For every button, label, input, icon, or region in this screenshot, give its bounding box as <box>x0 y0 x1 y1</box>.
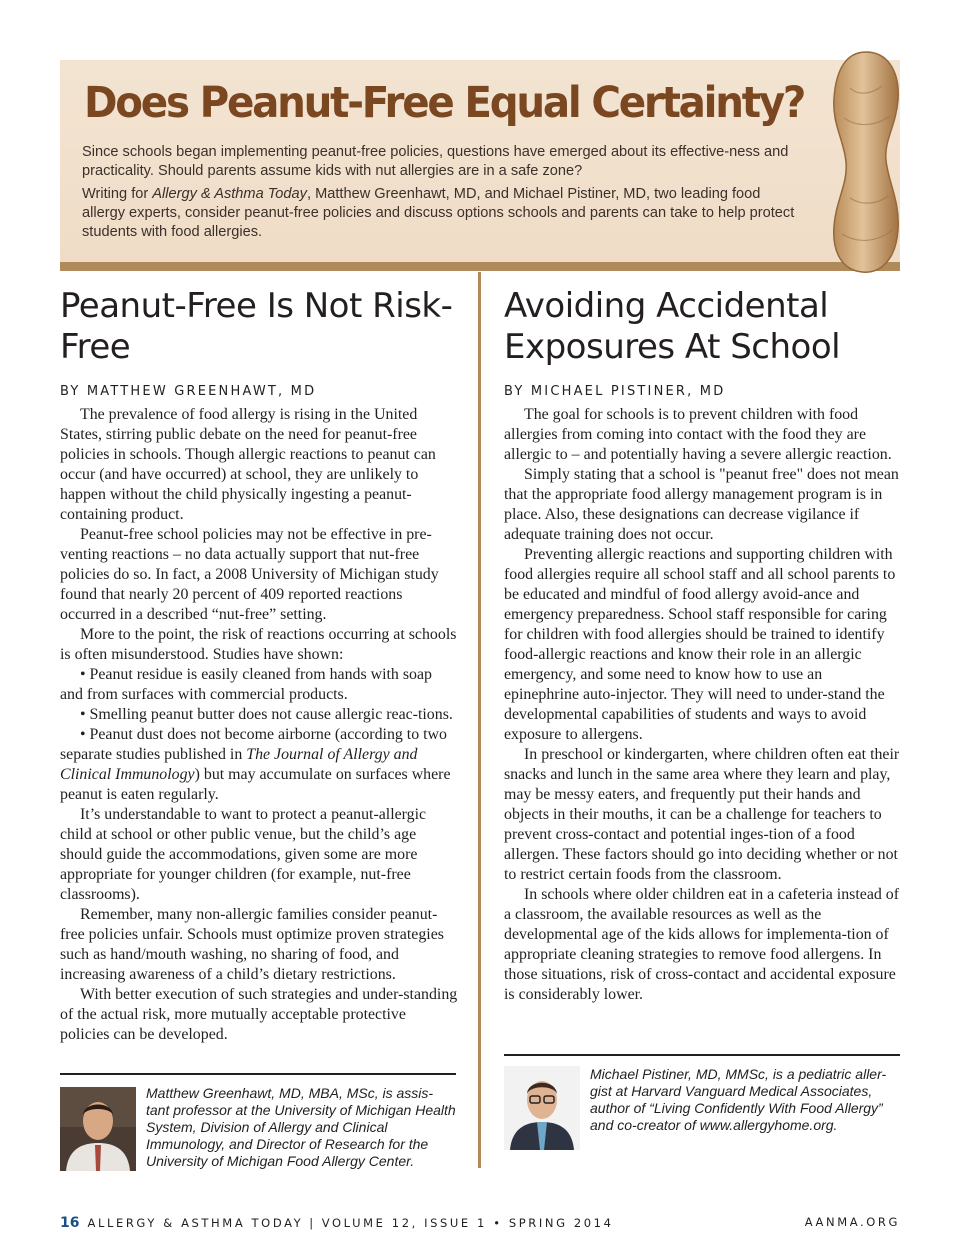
magazine-name: ALLERGY & ASTHMA TODAY <box>87 1216 304 1230</box>
right-bio-text: Michael Pistiner, MD, MMSc, is a pediatric aller-gist at Harvard Vanguard Medical Associates, author of “Living Confidently With Food Allergy” and co-creator of www.allergyhome.org. <box>590 1066 887 1133</box>
paragraph: More to the point, the risk of reactions occurring at schools is often misunderstood. Studies have shown: <box>60 626 457 663</box>
right-article-title: Avoiding Accidental Exposures At School <box>504 286 841 367</box>
footer-separator: | <box>309 1216 316 1230</box>
issue-info: VOLUME 12, ISSUE 1 • SPRING 2014 <box>321 1216 614 1230</box>
left-author-bio <box>60 1073 456 1170</box>
intro-paragraph: Since schools began implementing peanut-free policies, questions have emerged about its effective-ness and practicality. Should parents assume kids with nut allergies are in a safe zone? <box>82 144 789 179</box>
paragraph: Remember, many non-allergic families consider peanut-free policies unfair. Schools must optimize proven strategies such as hand/mouth washing, no sharing of food, and increasing awareness of a child’s dietary restrictions. <box>60 906 444 983</box>
left-article-title: Peanut-Free Is Not Risk-Free <box>60 286 453 367</box>
bullet-item: • Peanut dust does not become airborne (according to two separate studies published in The Journal of Allergy and Clinical Immunology) but may accumulate on surfaces where peanut is eaten regularly. <box>60 726 451 803</box>
paragraph: The goal for schools is to prevent children with food allergies from coming into contact with the food they are allergic to – and potentially having a severe allergic reaction. <box>504 406 892 463</box>
right-author-bio <box>504 1054 900 1134</box>
peanut-illustration <box>828 48 902 276</box>
author-photo-pistiner <box>504 1066 580 1150</box>
paragraph: Simply stating that a school is "peanut free" does not mean that the appropriate food allergy management program is in place. Also, these designations can decrease vigilance if adequate training does not occur. <box>504 466 899 543</box>
page-number: 16 <box>60 1215 80 1231</box>
paragraph: Peanut-free school policies may not be effective in pre-venting reactions – no data actually support that nut-free policies do so. In fact, a 2008 University of Michigan study found that nearly 20 percent of 409 reported reactions occurred in a described “nut-free” setting. <box>60 526 439 623</box>
right-byline: BY MICHAEL PISTINER, MD <box>504 384 726 399</box>
bullet-item: • Smelling peanut butter does not cause allergic reac-tions. <box>80 706 453 723</box>
left-article <box>60 286 458 1045</box>
left-bio-text: Matthew Greenhawt, MD, MBA, MSc, is assis-tant professor at the University of Michigan Health System, Division of Allergy and Clinical Immunology, and Director of Research for the University of Michigan Food Allergy Center. <box>146 1085 456 1169</box>
left-byline: BY MATTHEW GREENHAWT, MD <box>60 384 317 399</box>
website-link[interactable]: AANMA.ORG <box>804 1215 900 1229</box>
author-photo-greenhawt <box>60 1087 136 1171</box>
paragraph: In schools where older children eat in a cafeteria instead of a classroom, the available resources as well as the developmental age of the kids allows for implementa-tion of appropriate cleaning strategies to remove food allergens. In those situations, risk of cross-contact and accidental exposure is considerably lower. <box>504 886 900 1003</box>
bullet-item: • Peanut residue is easily cleaned from hands with soap and from surfaces with commercial products. <box>60 666 432 703</box>
paragraph: Preventing allergic reactions and supporting children with food allergies require all school staff and all school parents to be educated and mindful of food allergy avoid-ance and emergency preparedness. School staff responsible for caring for children with food allergies should be trained to identify food-allergic reactions and know their role in an allergic emergency, and some need to know how to use an epinephrine auto-injector. They will need to under-stand the developmental capabilities of students and ways to avoid exposure to allergens. <box>504 546 896 743</box>
intro-credits: Writing for Allergy & Asthma Today, Matthew Greenhawt, MD, and Michael Pistiner, MD, two leading food allergy experts, consider peanut-free policies and discuss options schools and parents can take to help protect students with food allergies. <box>82 186 795 240</box>
right-article-body <box>504 405 900 1005</box>
paragraph: With better execution of such strategies and under-standing of the actual risk, more mutually acceptable protective policies can be developed. <box>60 986 458 1043</box>
column-divider <box>478 272 481 1168</box>
left-article-body <box>60 405 458 1045</box>
page-footer <box>60 1215 900 1231</box>
paragraph: The prevalence of food allergy is rising in the United States, stirring public debate on the need for peanut-free policies in schools. Though allergic reactions to peanut can occur (and have occurred) at school, they are unlikely to happen without the child physically ingesting a peanut-containing product. <box>60 406 436 523</box>
paragraph: In preschool or kindergarten, where children often eat their snacks and lunch in the same area where they learn and play, may be messy eaters, and frequently put their hands and objects in their mouths, it can be a challenge for teachers to prevent cross-contact and potential inges-tion of a food allergen. These factors should go into deciding whether or not to restrict certain foods from the classroom. <box>504 746 900 883</box>
right-article <box>504 286 900 1005</box>
paragraph: It’s understandable to want to protect a peanut-allergic child at school or other public venue, but the child’s age should guide the accommodations, given some are more appropriate for younger children (for example, nut-free classrooms). <box>60 806 427 903</box>
header-rule <box>60 262 900 271</box>
page-title: Does Peanut-Free Equal Certainty? <box>84 78 805 128</box>
